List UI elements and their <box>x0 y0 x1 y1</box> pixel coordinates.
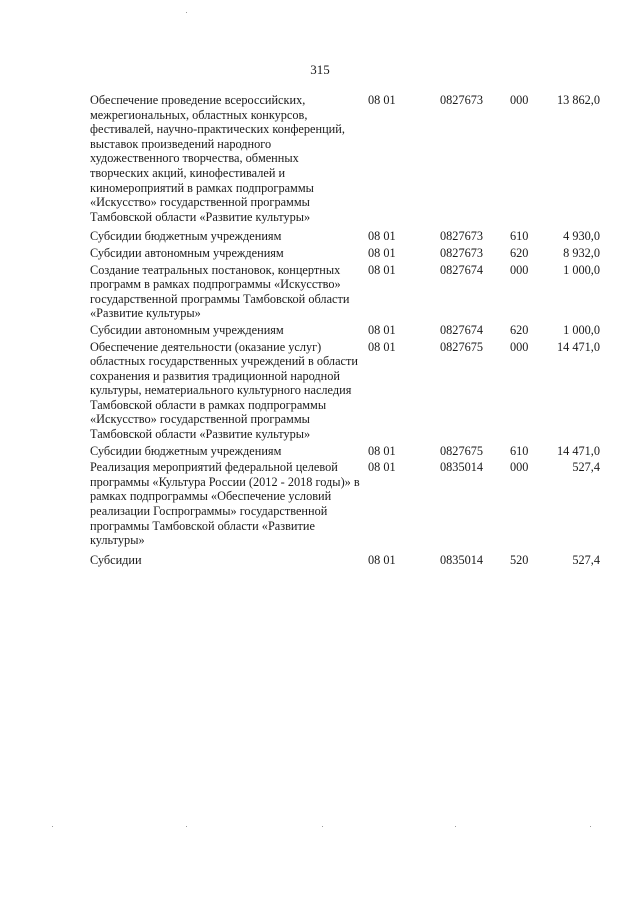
row-description: Субсидии бюджетным учреждениям <box>90 229 282 244</box>
row-description: Обеспечение деятельности (оказание услуг) областных государственных учреждений в области сохранения и развития традиционной народной культуры, нематериального культурного наследия Тамбовской области в рамках подпрограммы «Искусство» государственной программы Тамбовской области «Развитие культуры» <box>90 339 358 442</box>
table-row <box>90 229 600 244</box>
row-expense-type: 000 <box>510 460 529 475</box>
row-description: Субсидии бюджетным учреждениям <box>90 443 282 458</box>
row-expense-type: 520 <box>510 552 529 567</box>
row-target-code: 0827675 <box>440 443 484 458</box>
row-description: Создание театральных постановок, концертных программ в рамках подпрограммы «Искусство» государственной программы Тамбовской области «Развитие культуры» <box>90 262 350 321</box>
row-target-code: 0835014 <box>440 460 484 475</box>
table-row <box>90 460 600 548</box>
page-number: 315 <box>310 62 330 77</box>
table-row <box>90 444 600 459</box>
scan-speck <box>590 826 591 827</box>
row-target-code: 0835014 <box>440 552 484 567</box>
row-amount: 1 000,0 <box>563 262 600 277</box>
row-target-code: 0827673 <box>440 93 484 107</box>
row-expense-type: 610 <box>510 229 529 244</box>
scan-speck <box>186 12 187 13</box>
table-row <box>90 323 600 338</box>
row-target-code: 0827674 <box>440 262 484 277</box>
row-expense-type: 620 <box>510 245 529 260</box>
row-expense-type: 000 <box>510 262 529 277</box>
row-amount: 14 471,0 <box>556 339 600 354</box>
row-description: Субсидии <box>90 552 142 567</box>
budget-table <box>90 93 600 569</box>
row-amount: 13 862,0 <box>556 93 600 107</box>
row-section: 08 01 <box>368 322 396 337</box>
row-description: Субсидии автономным учреждениям <box>90 322 284 337</box>
table-row <box>90 263 600 321</box>
table-row <box>90 340 600 442</box>
row-amount: 14 471,0 <box>556 443 600 458</box>
row-target-code: 0827675 <box>440 339 484 354</box>
row-section: 08 01 <box>368 245 396 260</box>
row-section: 08 01 <box>368 229 396 244</box>
row-expense-type: 610 <box>510 443 529 458</box>
row-expense-type: 000 <box>510 93 529 107</box>
row-description: Реализация мероприятий федеральной целевой программы «Культура России (2012 - 2018 годы)» в рамках подпрограммы «Обеспечение условий реализации Госпрограммы» государственной программы Тамбовской области «Развитие культуры» <box>90 460 360 548</box>
row-target-code: 0827673 <box>440 245 484 260</box>
row-amount: 8 932,0 <box>563 245 600 260</box>
table-row <box>90 93 600 224</box>
row-section: 08 01 <box>368 443 396 458</box>
row-amount: 527,4 <box>572 552 600 567</box>
row-amount: 1 000,0 <box>563 322 600 337</box>
table-row <box>90 553 600 568</box>
row-description: Субсидии автономным учреждениям <box>90 245 284 260</box>
scan-speck <box>322 826 323 827</box>
scan-speck <box>186 826 187 827</box>
row-expense-type: 000 <box>510 339 529 354</box>
row-target-code: 0827674 <box>440 322 484 337</box>
row-amount: 4 930,0 <box>563 229 600 244</box>
row-amount: 527,4 <box>572 460 600 475</box>
row-section: 08 01 <box>368 262 396 277</box>
scan-speck <box>52 826 53 827</box>
row-expense-type: 620 <box>510 322 529 337</box>
row-description: Обеспечение проведение всероссийских, межрегиональных, областных конкурсов, фестивалей, научно-практических конференций, выставок произведений народного художественного творчества, обменных творческих акций, кинофестивалей и киномероприятий в рамках подпрограммы «Искусство» государственной программы Тамбовской области «Развитие культуры» <box>90 93 345 224</box>
row-section: 08 01 <box>368 339 396 354</box>
table-row <box>90 246 600 261</box>
scan-speck <box>455 826 456 827</box>
row-section: 08 01 <box>368 460 396 475</box>
row-section: 08 01 <box>368 552 396 567</box>
row-target-code: 0827673 <box>440 229 484 244</box>
row-section: 08 01 <box>368 93 396 107</box>
